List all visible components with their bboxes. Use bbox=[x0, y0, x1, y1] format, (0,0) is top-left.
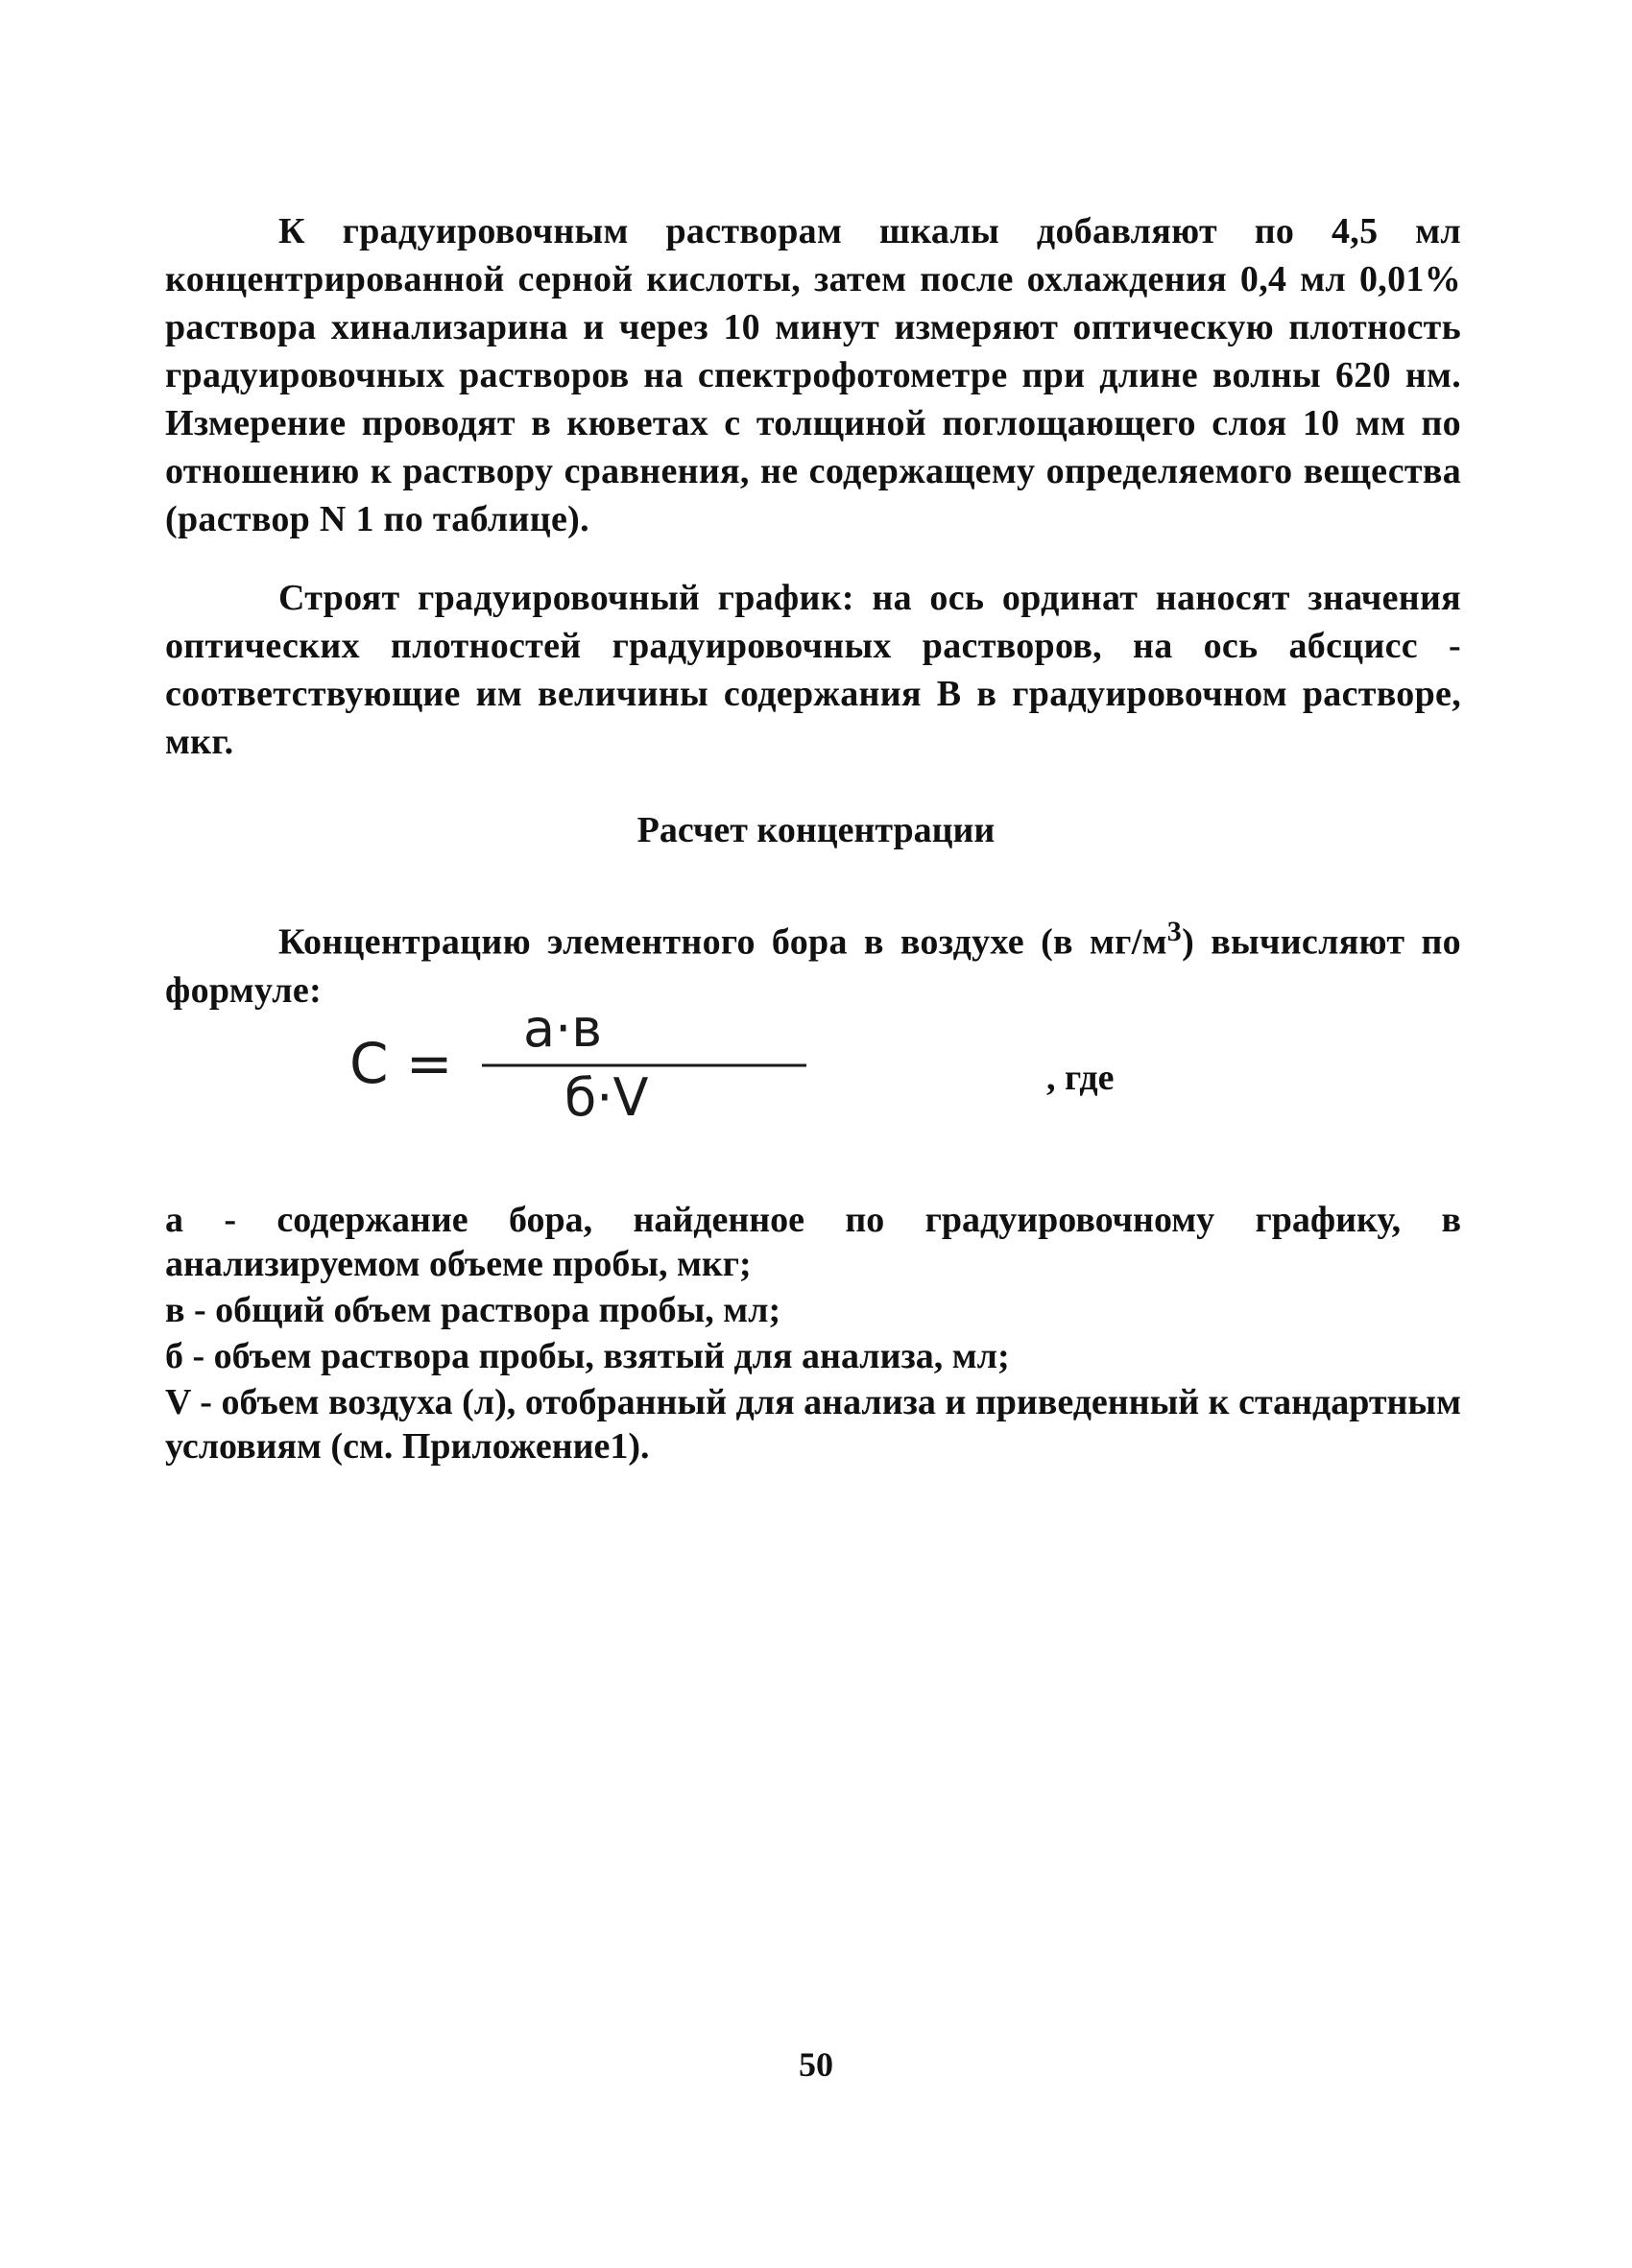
formula-numerator: а·в bbox=[523, 998, 603, 1059]
formula-denominator: б·V bbox=[564, 1067, 649, 1128]
definition-item: в - общий объем раствора пробы, мл; bbox=[165, 1290, 781, 1330]
formula-intro-text: Концентрацию элементного бора в воздухе (в мг/м bbox=[278, 921, 1167, 963]
formula-lhs: C = bbox=[349, 1031, 453, 1096]
variable-definitions bbox=[165, 1198, 1461, 1470]
formula-intro-text-end: ) вычисляют по формуле: bbox=[165, 921, 1461, 1011]
page-number: 50 bbox=[799, 2045, 833, 2084]
definition-item: V - объем воздуха (л), отобранный для анализа и приведенный к стандартным условиям (см. Приложение1). bbox=[165, 1382, 1461, 1467]
definition-item: а - содержание бора, найденное по градуировочному графику, в анализируемом объеме пробы, мкг; bbox=[165, 1200, 1461, 1284]
paragraph-text: Строят градуировочный график: на ось ординат наносят значения оптических плотностей градуировочных растворов, на ось абсцисс - соответствующие им величины содержания В в градуировочном растворе, мкг. bbox=[165, 578, 1461, 762]
paragraph-calibration-procedure bbox=[165, 207, 1461, 543]
formula-suffix: , где bbox=[1046, 1058, 1115, 1098]
paragraph-text: К градуировочным растворам шкалы добавляют по 4,5 мл концентрированной серной кислоты, затем после охлаждения 0,4 мл 0,01% раствора хинализарина и через 10 минут измеряют оптическую плотность градуировочных растворов на спектрофотометре при длине волны 620 нм. Измерение проводят в кюветах с толщиной поглощающего слоя 10 мм по отношению к раствору сравнения, не содержащему определяемого вещества (раствор N 1 по таблице). bbox=[165, 211, 1461, 539]
definition-item: б - объем раствора пробы, взятый для анализа, мл; bbox=[165, 1336, 1010, 1376]
paragraph-calibration-graph bbox=[165, 574, 1461, 766]
unit-exponent: 3 bbox=[1166, 916, 1183, 947]
section-heading: Расчет концентрации bbox=[636, 810, 996, 850]
handwritten-formula bbox=[336, 969, 816, 1133]
